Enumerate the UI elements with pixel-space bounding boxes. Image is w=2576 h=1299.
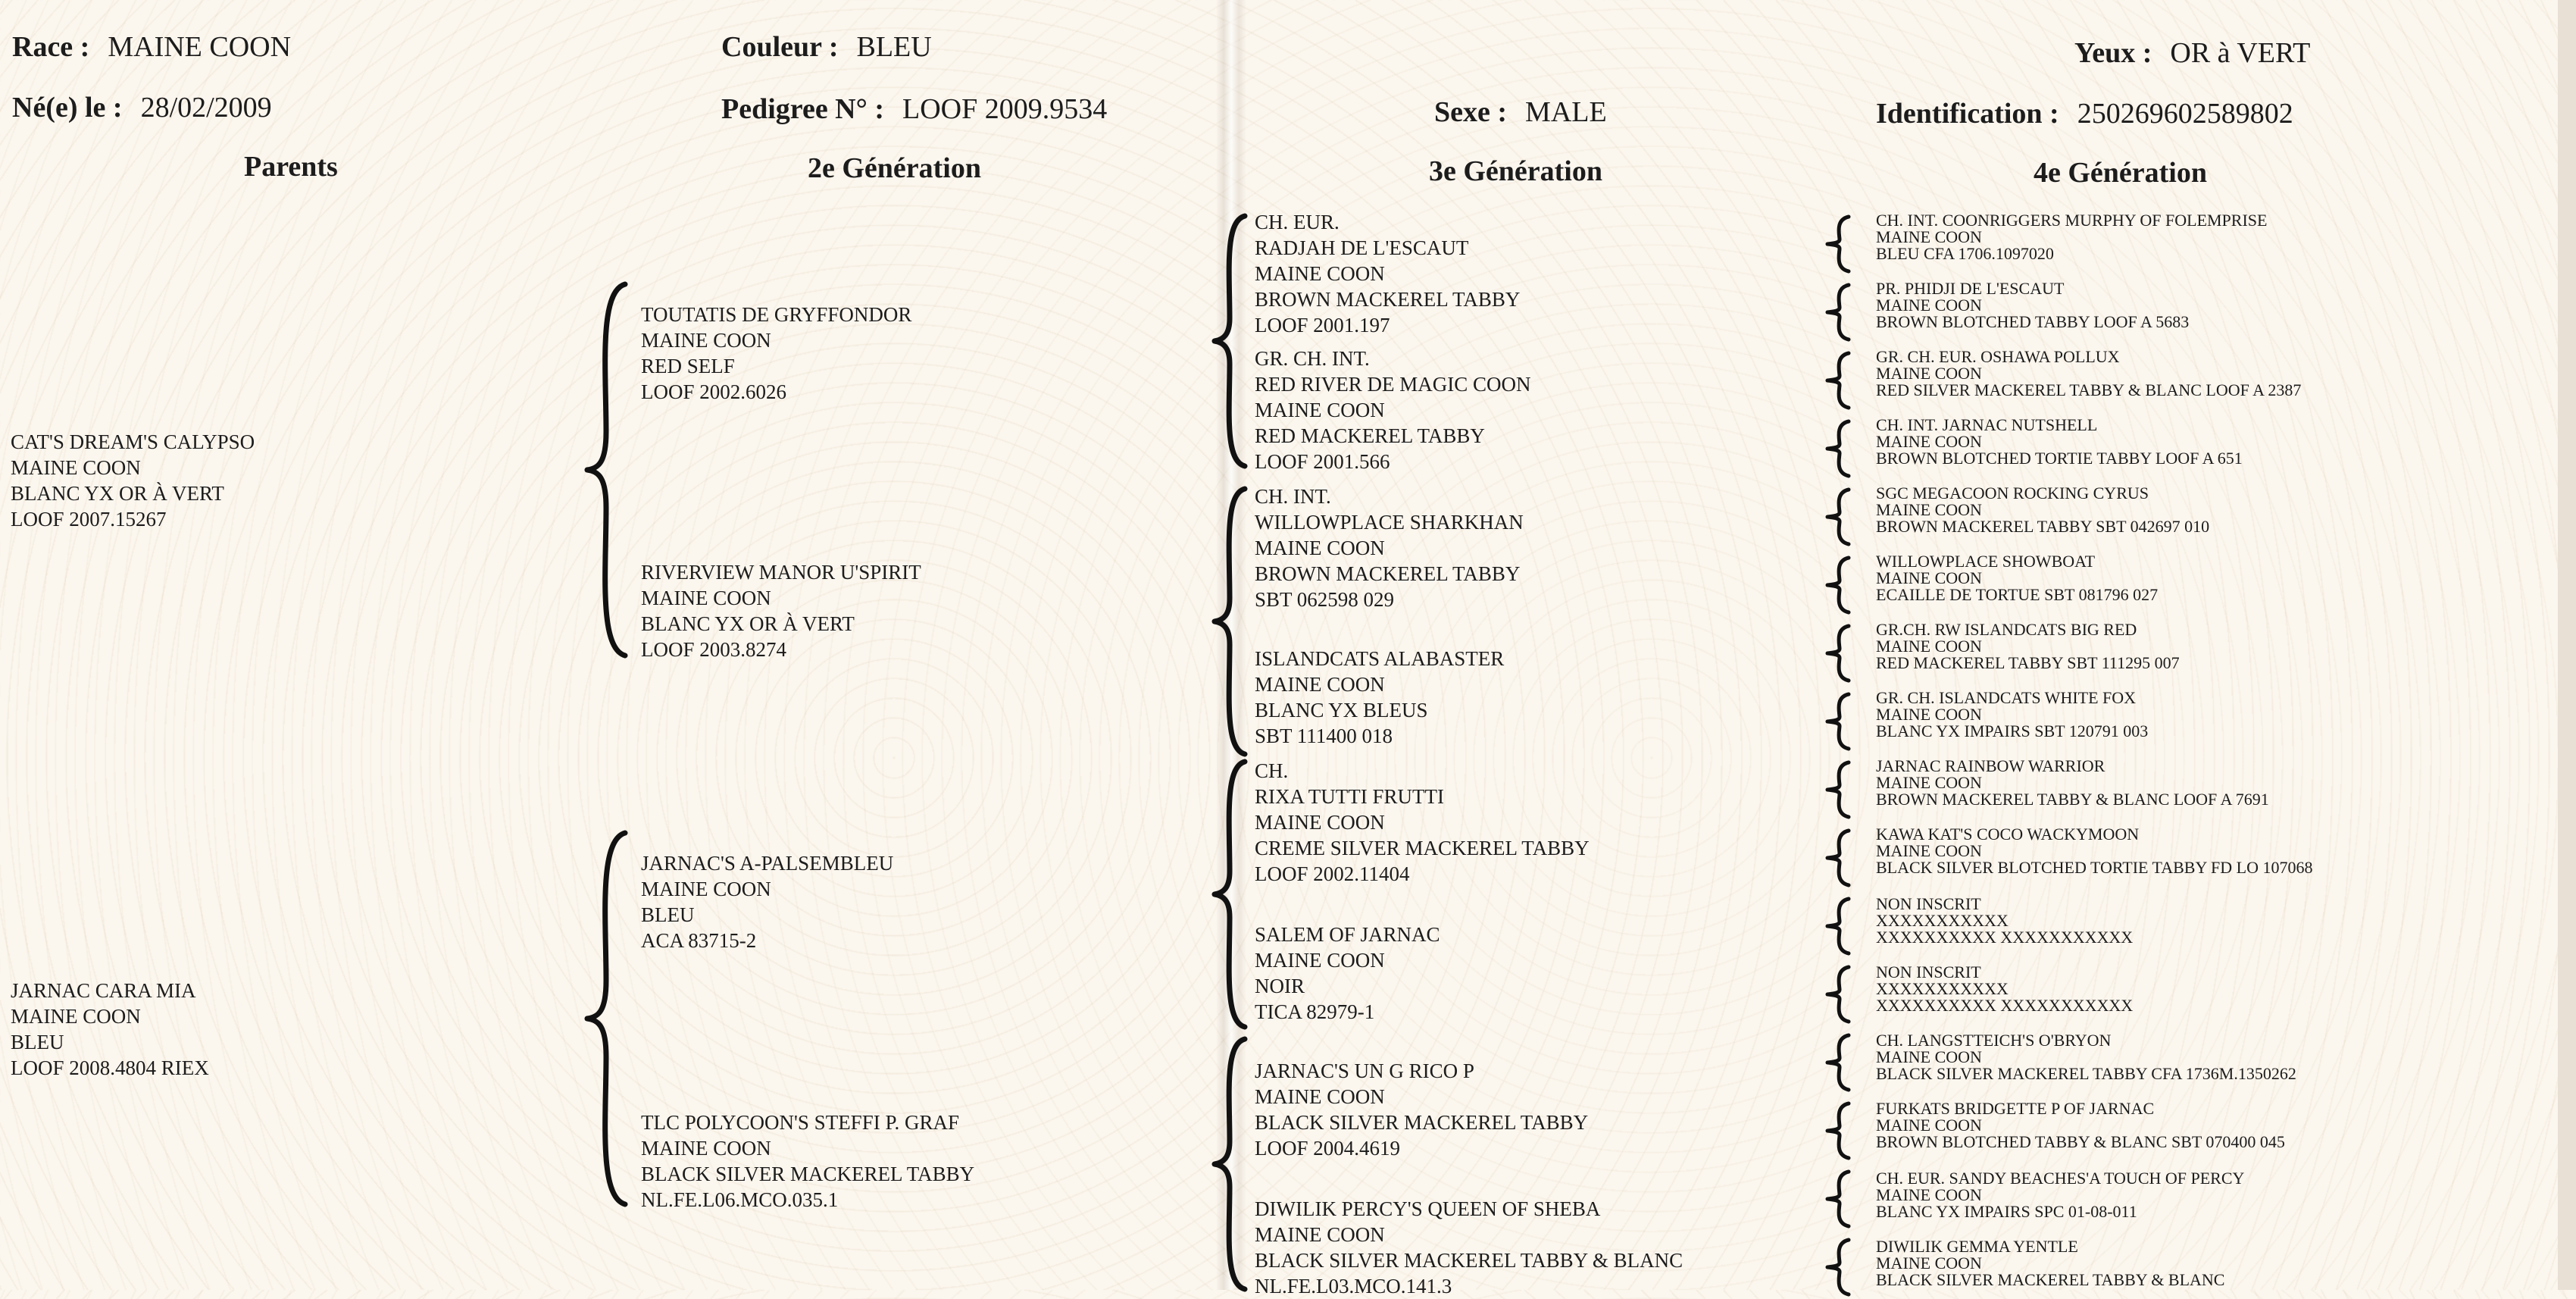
brace-gen4 xyxy=(1824,1237,1852,1297)
sexe-value: MALE xyxy=(1525,96,1607,128)
gen2-entry xyxy=(641,302,911,405)
brace-gen4 xyxy=(1824,555,1852,615)
gen4-entry xyxy=(1876,485,2209,535)
entry-line: BROWN MACKEREL TABBY xyxy=(1255,288,1521,311)
entry-line: JARNAC'S A-PALSEMBLEU xyxy=(641,852,894,875)
entry-line: MAINE COON xyxy=(1876,296,1982,315)
identification-field xyxy=(1876,97,2293,130)
identification-value: 250269602589802 xyxy=(2077,98,2293,130)
entry-line: LOOF 2007.15267 xyxy=(11,508,167,531)
entry-line: NOIR xyxy=(1255,975,1305,997)
column-heading-gen4: 4e Génération xyxy=(2034,157,2208,189)
entry-line: MAINE COON xyxy=(1876,1116,1982,1135)
brace-gen4 xyxy=(1824,964,1852,1025)
pedigree-label: Pedigree N° : xyxy=(721,93,884,125)
gen4-entry xyxy=(1876,1170,2244,1220)
entry-line: BROWN MACKEREL TABBY xyxy=(1255,562,1521,585)
entry-line: MAINE COON xyxy=(1876,568,1982,587)
entry-line: JARNAC'S UN G RICO P xyxy=(1255,1060,1474,1082)
gen3-entry xyxy=(1255,1058,1588,1161)
entry-line: BROWN BLOTCHED TABBY & BLANC SBT 070400 045 xyxy=(1876,1132,2285,1151)
entry-line: MAINE COON xyxy=(1876,1185,1982,1204)
entry-line: SBT 062598 029 xyxy=(1255,588,1395,611)
entry-line: GR. CH. ISLANDCATS WHITE FOX xyxy=(1876,688,2137,707)
couleur-label: Couleur : xyxy=(721,31,839,63)
gen4-entry xyxy=(1876,758,2269,808)
entry-line: MAINE COON xyxy=(641,329,771,352)
sexe-label: Sexe : xyxy=(1434,96,1508,128)
entry-line: LOOF 2008.4804 RIEX xyxy=(11,1056,209,1079)
entry-line: NON INSCRIT xyxy=(1876,963,1981,981)
entry-line: BLEU xyxy=(11,1031,64,1053)
gen3-entry xyxy=(1255,346,1531,474)
entry-line: SBT 111400 018 xyxy=(1255,725,1393,747)
entry-line: BROWN BLOTCHED TABBY LOOF A 5683 xyxy=(1876,312,2190,331)
entry-line: RIVERVIEW MANOR U'SPIRIT xyxy=(641,561,921,584)
gen4-entry xyxy=(1876,417,2243,467)
brace-gen3 xyxy=(1211,758,1249,1031)
entry-line: BLANC YX IMPAIRS SPC 01-08-011 xyxy=(1876,1202,2137,1221)
entry-line: XXXXXXXXXX XXXXXXXXXXX xyxy=(1876,928,2134,947)
couleur-field xyxy=(721,30,932,64)
entry-line: MAINE COON xyxy=(1255,262,1385,285)
entry-line: JARNAC CARA MIA xyxy=(11,979,196,1002)
entry-line: LOOF 2001.197 xyxy=(1255,314,1390,336)
entry-line: MAINE COON xyxy=(1876,432,1982,451)
entry-line: BROWN MACKEREL TABBY & BLANC LOOF A 7691 xyxy=(1876,790,2269,809)
entry-line: BLACK SILVER BLOTCHED TORTIE TABBY FD LO 107068 xyxy=(1876,858,2313,877)
column-heading-gen3: 3e Génération xyxy=(1429,155,1603,187)
gen2-entry xyxy=(641,1110,974,1213)
entry-line: BLACK SILVER MACKEREL TABBY xyxy=(1255,1111,1589,1134)
entry-line: ISLANDCATS ALABASTER xyxy=(1255,647,1505,670)
entry-line: NL.FE.L03.MCO.141.3 xyxy=(1255,1275,1452,1297)
entry-line: BLEU CFA 1706.1097020 xyxy=(1876,244,2054,263)
race-value: MAINE COON xyxy=(108,31,292,63)
entry-line: CREME SILVER MACKEREL TABBY xyxy=(1255,837,1590,859)
entry-line: DIWILIK PERCY'S QUEEN OF SHEBA xyxy=(1255,1197,1601,1220)
gen4-entry xyxy=(1876,690,2148,740)
gen4-entry xyxy=(1876,280,2189,330)
entry-line: LOOF 2002.11404 xyxy=(1255,862,1410,885)
entry-line: CH. LANGSTTEICH'S O'BRYON xyxy=(1876,1031,2112,1050)
brace-gen4 xyxy=(1824,418,1852,479)
entry-line: WILLOWPLACE SHARKHAN xyxy=(1255,511,1524,534)
gen4-entry xyxy=(1876,826,2313,876)
race-field xyxy=(12,30,291,64)
gen3-entry xyxy=(1255,646,1504,749)
gen3-entry xyxy=(1255,484,1524,612)
parent-sire xyxy=(11,429,255,532)
brace-gen4 xyxy=(1824,759,1852,820)
entry-line: MAINE COON xyxy=(641,587,771,609)
entry-line: GR. CH. INT. xyxy=(1255,347,1370,370)
entry-line: XXXXXXXXXX XXXXXXXXXXX xyxy=(1876,996,2134,1015)
entry-line: BLANC YX OR À VERT xyxy=(11,482,224,505)
entry-line: MAINE COON xyxy=(1876,637,1982,656)
entry-line: RED RIVER DE MAGIC COON xyxy=(1255,373,1531,396)
entry-line: MAINE COON xyxy=(1876,1047,1982,1066)
gen3-entry xyxy=(1255,1196,1683,1299)
entry-line: KAWA KAT'S COCO WACKYMOON xyxy=(1876,825,2140,844)
gen4-entry xyxy=(1876,212,2267,262)
entry-line: RADJAH DE L'ESCAUT xyxy=(1255,236,1469,259)
entry-line: RED MACKEREL TABBY xyxy=(1255,424,1485,447)
entry-line: CH. INT. xyxy=(1255,485,1331,508)
entry-line: MAINE COON xyxy=(1876,500,1982,519)
gen3-entry xyxy=(1255,209,1520,338)
gen4-entry xyxy=(1876,896,2133,946)
entry-line: XXXXXXXXXXX xyxy=(1876,911,2009,930)
brace-gen4 xyxy=(1824,896,1852,956)
gen3-entry xyxy=(1255,922,1440,1025)
entry-line: SGC MEGACOON ROCKING CYRUS xyxy=(1876,484,2149,502)
column-heading-parents: Parents xyxy=(244,151,338,183)
brace-gen4 xyxy=(1824,1032,1852,1093)
entry-line: NON INSCRIT xyxy=(1876,894,1981,913)
entry-line: MAINE COON xyxy=(1255,949,1385,972)
entry-line: MAINE COON xyxy=(1876,705,1982,724)
entry-line: MAINE COON xyxy=(1255,1223,1385,1246)
entry-line: SALEM OF JARNAC xyxy=(1255,923,1440,946)
entry-line: BLACK SILVER MACKEREL TABBY & BLANC xyxy=(1255,1249,1683,1272)
entry-line: BROWN BLOTCHED TORTIE TABBY LOOF A 651 xyxy=(1876,449,2243,468)
entry-line: BLANC YX IMPAIRS SBT 120791 003 xyxy=(1876,721,2149,740)
gen4-entry xyxy=(1876,349,2301,399)
entry-line: MAINE COON xyxy=(11,456,141,479)
entry-line: GR.CH. RW ISLANDCATS BIG RED xyxy=(1876,620,2137,639)
brace-gen4 xyxy=(1824,282,1852,343)
brace-gen4 xyxy=(1824,214,1852,274)
brace-gen2-dam xyxy=(583,829,629,1208)
entry-line: CH. EUR. xyxy=(1255,211,1340,233)
entry-line: BLACK SILVER MACKEREL TABBY xyxy=(641,1163,975,1185)
entry-line: JARNAC RAINBOW WARRIOR xyxy=(1876,756,2106,775)
couleur-value: BLEU xyxy=(856,31,932,63)
entry-line: BLEU xyxy=(641,903,695,926)
entry-line: BLANC YX OR À VERT xyxy=(641,612,855,635)
pedigree-field xyxy=(721,92,1107,126)
sexe-field xyxy=(1434,95,1607,129)
gen4-entry xyxy=(1876,621,2180,671)
entry-line: BLACK SILVER MACKEREL TABBY & BLANC xyxy=(1876,1270,2225,1289)
yeux-value: OR à VERT xyxy=(2170,37,2311,69)
entry-line: MAINE COON xyxy=(1876,227,1982,246)
entry-line: GR. CH. EUR. OSHAWA POLLUX xyxy=(1876,347,2120,366)
gen4-entry xyxy=(1876,1100,2285,1150)
entry-line: CH. EUR. SANDY BEACHES'A TOUCH OF PERCY xyxy=(1876,1169,2245,1188)
yeux-label: Yeux : xyxy=(2074,37,2152,69)
brace-gen3 xyxy=(1211,485,1249,758)
gen4-entry xyxy=(1876,553,2158,603)
entry-line: MAINE COON xyxy=(1876,841,1982,860)
brace-gen4 xyxy=(1824,828,1852,888)
entry-line: CH. INT. COONRIGGERS MURPHY OF FOLEMPRISE xyxy=(1876,211,2268,230)
brace-gen3 xyxy=(1211,1035,1249,1293)
entry-line: FURKATS BRIDGETTE P OF JARNAC xyxy=(1876,1099,2155,1118)
race-label: Race : xyxy=(12,31,90,63)
brace-gen4 xyxy=(1824,487,1852,547)
identification-label: Identification : xyxy=(1876,98,2059,130)
entry-line: ACA 83715-2 xyxy=(641,929,757,952)
yeux-field xyxy=(2074,36,2310,70)
entry-line: LOOF 2001.566 xyxy=(1255,450,1390,473)
entry-line: LOOF 2003.8274 xyxy=(641,638,787,661)
brace-gen2-sire xyxy=(583,280,629,659)
entry-line: MAINE COON xyxy=(1255,673,1385,696)
entry-line: MAINE COON xyxy=(11,1005,141,1028)
entry-line: MAINE COON xyxy=(1255,537,1385,559)
entry-line: MAINE COON xyxy=(1876,773,1982,792)
nele-label: Né(e) le : xyxy=(12,92,123,124)
page-edge xyxy=(2558,0,2576,1290)
entry-line: LOOF 2002.6026 xyxy=(641,380,787,403)
gen4-entry xyxy=(1876,1032,2296,1082)
entry-line: RIXA TUTTI FRUTTI xyxy=(1255,785,1444,808)
entry-line: TLC POLYCOON'S STEFFI P. GRAF xyxy=(641,1111,960,1134)
entry-line: TICA 82979-1 xyxy=(1255,1000,1375,1023)
entry-line: RED MACKEREL TABBY SBT 111295 007 xyxy=(1876,653,2180,672)
entry-line: RED SILVER MACKEREL TABBY & BLANC LOOF A 2387 xyxy=(1876,380,2302,399)
brace-gen4 xyxy=(1824,623,1852,684)
entry-line: NL.FE.L06.MCO.035.1 xyxy=(641,1188,839,1211)
entry-line: XXXXXXXXXXX xyxy=(1876,979,2009,998)
entry-line: MAINE COON xyxy=(1876,1254,1982,1272)
entry-line: BLACK SILVER MACKEREL TABBY CFA 1736M.1350262 xyxy=(1876,1064,2296,1083)
entry-line: TOUTATIS DE GRYFFONDOR xyxy=(641,303,912,326)
entry-line: LOOF 2004.4619 xyxy=(1255,1137,1401,1160)
gen2-entry xyxy=(641,850,893,953)
entry-line: MAINE COON xyxy=(1255,399,1385,421)
entry-line: MAINE COON xyxy=(1876,364,1982,383)
nele-field xyxy=(12,91,272,124)
brace-gen4 xyxy=(1824,691,1852,752)
entry-line: WILLOWPLACE SHOWBOAT xyxy=(1876,552,2096,571)
brace-gen4 xyxy=(1824,350,1852,411)
brace-gen4 xyxy=(1824,1169,1852,1229)
entry-line: DIWILIK GEMMA YENTLE xyxy=(1876,1237,2078,1256)
gen3-entry xyxy=(1255,758,1590,887)
nele-value: 28/02/2009 xyxy=(140,92,272,124)
entry-line: MAINE COON xyxy=(1255,1085,1385,1108)
entry-line: CH. INT. JARNAC NUTSHELL xyxy=(1876,415,2098,434)
entry-line: MAINE COON xyxy=(641,878,771,900)
entry-line: CH. xyxy=(1255,759,1289,782)
entry-line: CAT'S DREAM'S CALYPSO xyxy=(11,430,255,453)
gen2-entry xyxy=(641,559,921,662)
brace-gen4 xyxy=(1824,1100,1852,1161)
entry-line: BLANC YX BLEUS xyxy=(1255,699,1428,721)
entry-line: MAINE COON xyxy=(641,1137,771,1160)
column-heading-gen2: 2e Génération xyxy=(808,152,982,184)
entry-line: ECAILLE DE TORTUE SBT 081796 027 xyxy=(1876,585,2159,604)
brace-gen3 xyxy=(1211,212,1249,470)
gen4-entry xyxy=(1876,1238,2225,1288)
pedigree-value: LOOF 2009.9534 xyxy=(902,93,1108,125)
entry-line: MAINE COON xyxy=(1255,811,1385,834)
parent-dam xyxy=(11,978,209,1081)
entry-line: BROWN MACKEREL TABBY SBT 042697 010 xyxy=(1876,517,2210,536)
gen4-entry xyxy=(1876,964,2133,1014)
entry-line: RED SELF xyxy=(641,355,735,377)
entry-line: PR. PHIDJI DE L'ESCAUT xyxy=(1876,279,2065,298)
